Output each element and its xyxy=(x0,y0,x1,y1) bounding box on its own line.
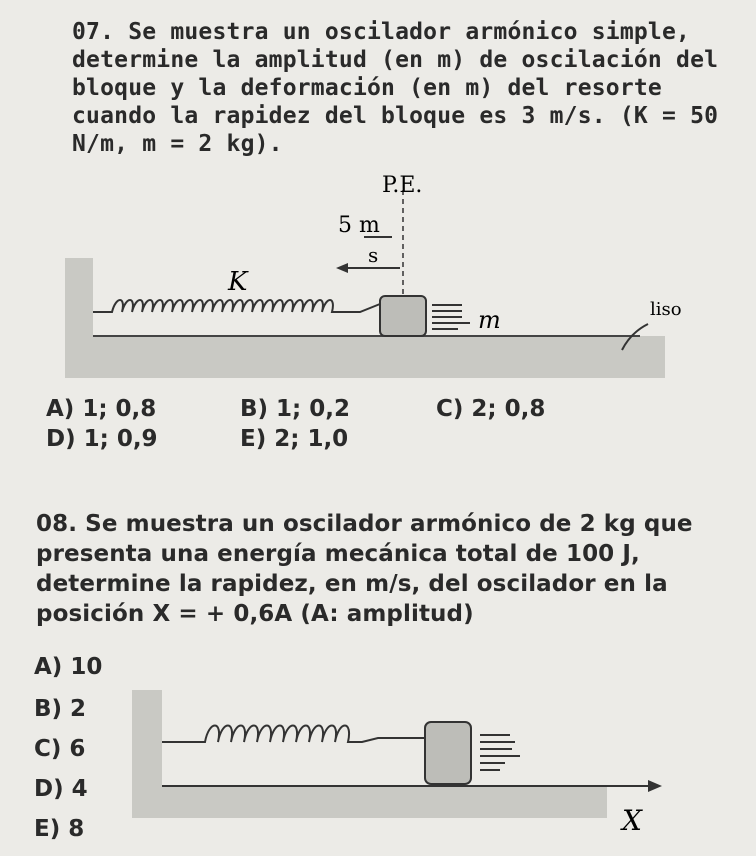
q7-surface-label: liso xyxy=(650,299,682,320)
q8-line: 08. Se muestra un oscilador armónico de 2 kg que xyxy=(36,511,693,537)
q8-block xyxy=(425,722,471,784)
q8-option-e[interactable]: E) 8 xyxy=(34,816,85,842)
q7-option-a[interactable]: A) 1; 0,8 xyxy=(46,396,157,422)
q7-velocity-denominator: s xyxy=(368,243,379,267)
q8-x-axis-arrowhead xyxy=(648,780,662,792)
q7-option-c[interactable]: C) 2; 0,8 xyxy=(436,396,546,422)
q8-axis-label: X xyxy=(622,804,642,837)
q7-line: 07. Se muestra un oscilador armónico simple, xyxy=(72,19,691,45)
q7-line: N/m, m = 2 kg). xyxy=(72,131,283,157)
q7-line: determine la amplitud (en m) de oscilación del xyxy=(72,47,719,73)
q7-line: cuando la rapidez del bloque es 3 m/s. (K = 50 xyxy=(72,103,719,129)
q7-option-d[interactable]: D) 1; 0,9 xyxy=(46,426,158,452)
q8-spring xyxy=(162,726,425,743)
q8-wall xyxy=(132,690,162,800)
q8-option-c[interactable]: C) 6 xyxy=(34,736,86,762)
q7-velocity-numerator: 5 m xyxy=(338,213,380,238)
q8-option-a[interactable]: A) 10 xyxy=(34,654,103,680)
q7-velocity-arrowhead xyxy=(336,263,348,273)
q7-pe-label: P.E. xyxy=(382,173,423,198)
q7-floor xyxy=(65,336,665,378)
q7-option-b[interactable]: B) 1; 0,2 xyxy=(240,396,351,422)
q8-floor xyxy=(132,786,607,818)
q8-line: presenta una energía mecánica total de 100 J, xyxy=(36,541,640,567)
q7-spring xyxy=(93,300,380,312)
q7-spring-label: K xyxy=(228,267,248,297)
q7-mass-label: m xyxy=(478,306,501,334)
q8-statement xyxy=(36,509,726,629)
q7-option-e[interactable]: E) 2; 1,0 xyxy=(240,426,349,452)
q7-block xyxy=(380,296,426,336)
q8-line: posición X = + 0,6A (A: amplitud) xyxy=(36,601,474,627)
q8-line: determine la rapidez, en m/s, del oscilador en la xyxy=(36,571,668,597)
q8-option-b[interactable]: B) 2 xyxy=(34,696,87,722)
q8-option-d[interactable]: D) 4 xyxy=(34,776,88,802)
q7-line: bloque y la deformación (en m) del resorte xyxy=(72,75,662,101)
q7-figure xyxy=(0,0,756,390)
q7-motion-lines xyxy=(432,305,470,329)
q8-motion-lines xyxy=(480,735,520,770)
